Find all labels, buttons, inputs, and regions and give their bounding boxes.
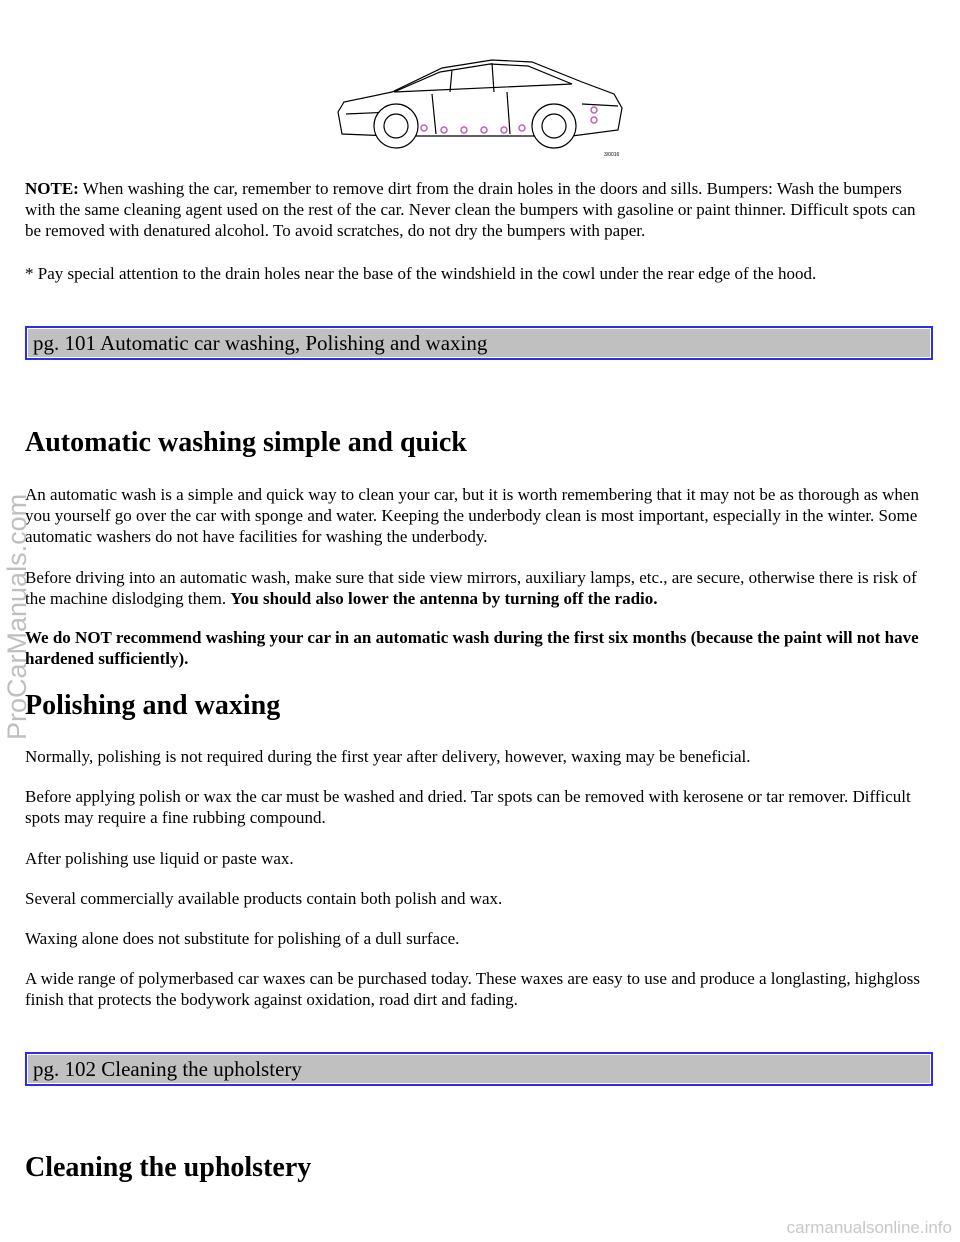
automatic-wash-paragraph-1: An automatic wash is a simple and quick way to clean your car, but it is worth remembering that it may not be as thorough as when you yourself go over the car with sponge and water. Keeping the underbody clean is most important, especially in the winter. Some automatic washers do not have facilities for washing the underbody. xyxy=(25,485,919,546)
polishing-paragraph-4: Several commercially available products contain both polish and wax. xyxy=(25,889,503,908)
watermark-left: ProCarManuals.com xyxy=(2,493,32,740)
heading-polishing-waxing: Polishing and waxing xyxy=(25,690,281,721)
footnote: * Pay special attention to the drain holes near the base of the windshield in the cowl under the rear edge of the hood. xyxy=(25,264,817,283)
heading-cleaning-upholstery: Cleaning the upholstery xyxy=(25,1152,312,1183)
section-bar-label: pg. 102 Cleaning the upholstery xyxy=(33,1057,302,1081)
polishing-paragraph-5: Waxing alone does not substitute for polishing of a dull surface. xyxy=(25,929,460,948)
section-bar-label: pg. 101 Automatic car washing, Polishing and waxing xyxy=(33,331,488,355)
polishing-paragraph-6: A wide range of polymerbased car waxes can be purchased today. These waxes are easy to use and produce a longlasting, highgloss finish that protects the bodywork against oxidation, road dirt and fading. xyxy=(25,969,921,1009)
note-text: When washing the car, remember to remove dirt from the drain holes in the doors and sills. Bumpers: Wash the bumpers with the same cleaning agent used on the rest of the car. Never clean the bumpers with gasoline or paint thinner. Difficult spots can be removed with denatured alcohol. To avoid scratches, do not dry the bumpers with paper. xyxy=(25,179,916,240)
heading-automatic-washing: Automatic washing simple and quick xyxy=(25,427,467,458)
p2-bold: You should also lower the antenna by turning off the radio. xyxy=(230,589,658,608)
note-label: NOTE: xyxy=(25,179,79,198)
watermark-bottom: carmanualsonline.info xyxy=(786,1218,952,1237)
car-drain-holes-figure xyxy=(332,54,628,160)
polishing-paragraph-1: Normally, polishing is not required during the first year after delivery, however, waxing may be beneficial. xyxy=(25,747,751,766)
section-bar-pg101 xyxy=(25,326,933,360)
note-paragraph xyxy=(25,178,935,241)
section-bar-pg102 xyxy=(25,1052,933,1086)
polishing-paragraph-3: After polishing use liquid or paste wax. xyxy=(25,849,294,868)
polishing-paragraph-2: Before applying polish or wax the car must be washed and dried. Tar spots can be removed with kerosene or tar remover. Difficult spots may require a fine rubbing compound. xyxy=(25,787,911,827)
p2-text: Before driving into an automatic wash, make sure that side view mirrors, auxiliary lamps, etc., are secure, otherwise there is risk of the machine dislodging them. xyxy=(25,568,917,608)
figure-code: 3/0016 xyxy=(604,152,620,158)
automatic-wash-warning: We do NOT recommend washing your car in an automatic wash during the first six months (because the paint will not have hardened sufficiently). xyxy=(25,628,919,668)
automatic-wash-paragraph-2 xyxy=(25,567,935,609)
